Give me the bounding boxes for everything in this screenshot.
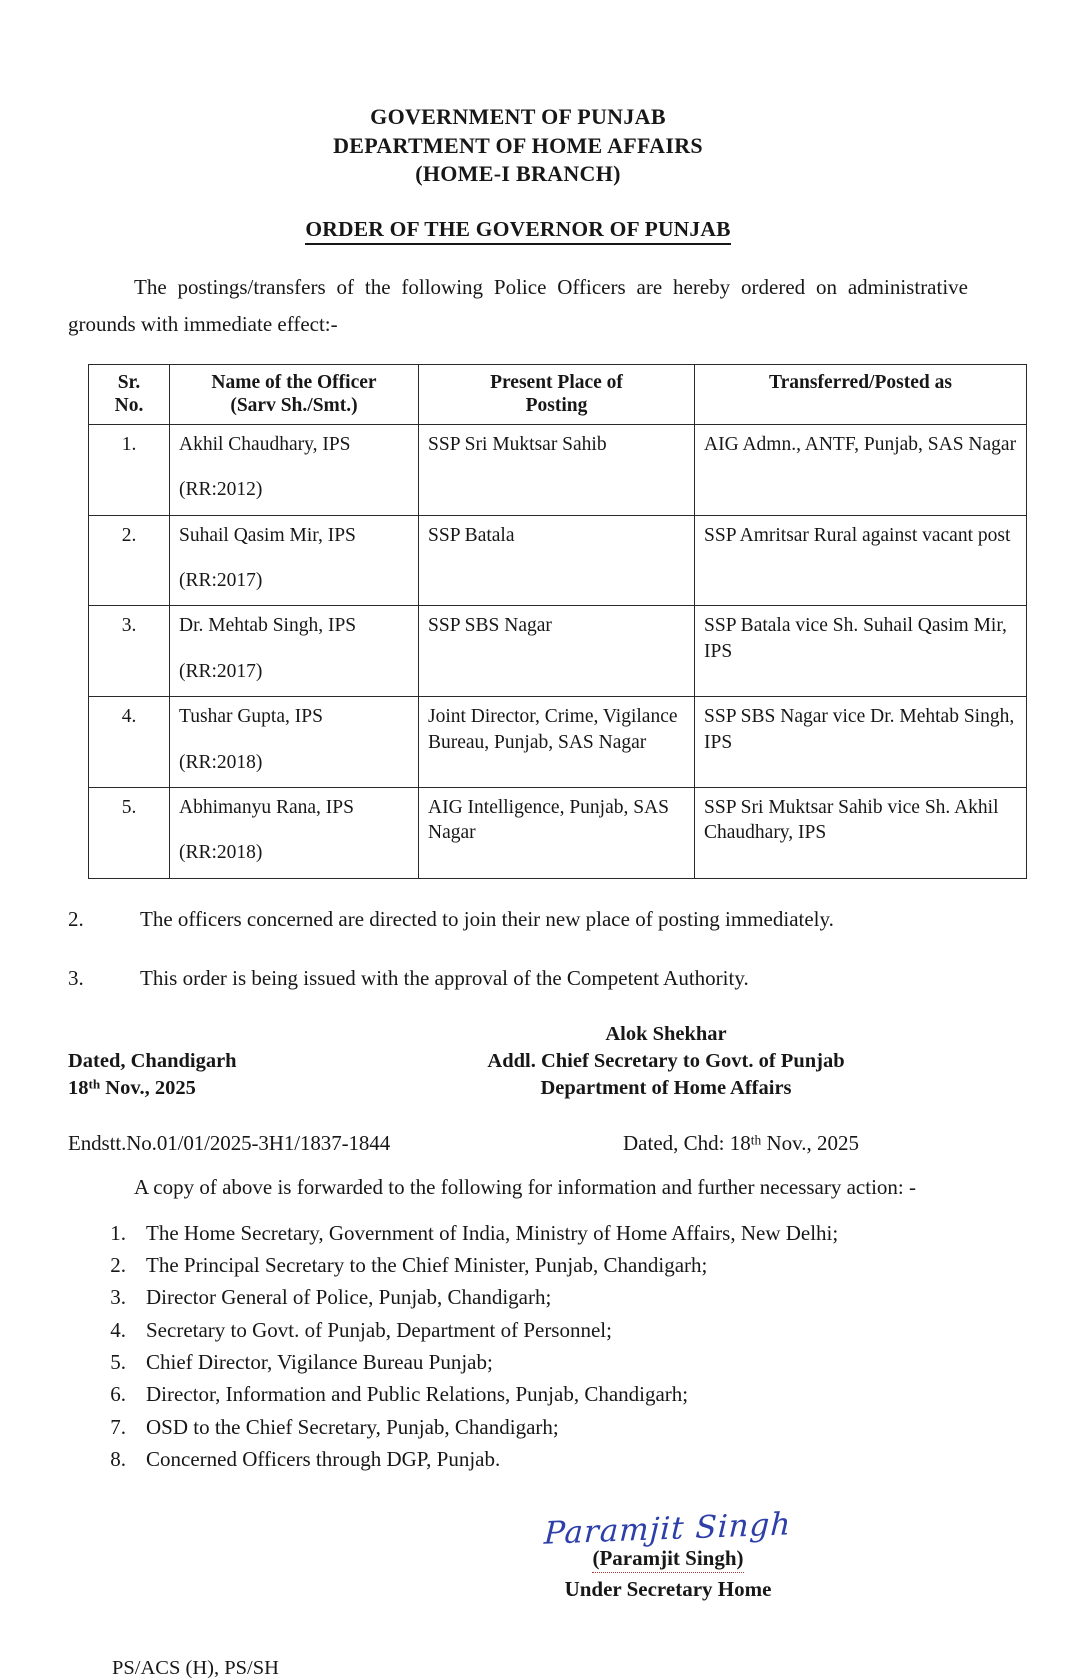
signatory-name-wrapper: [368, 1545, 968, 1573]
officer-name: Akhil Chaudhary, IPS: [179, 434, 351, 456]
clause-3-text: This order is being issued with the approval of the Competent Authority.: [140, 965, 749, 990]
column-header-transferred: Transferred/Posted as: [695, 364, 1027, 425]
list-item-number: 6.: [110, 1382, 126, 1407]
list-item-text: Secretary to Govt. of Punjab, Department of Personnel;: [146, 1317, 612, 1342]
cell-officer-name: [170, 787, 419, 878]
cell-sr-no: 5.: [89, 787, 170, 878]
table-row: [89, 425, 1027, 516]
list-item: [68, 1445, 968, 1475]
clause-2: [68, 901, 968, 938]
list-item: [68, 1251, 968, 1281]
signature-ink-glyph: Paramjit Singh: [543, 1505, 793, 1552]
cell-transferred-posted-as: SSP Batala vice Sh. Suhail Qasim Mir, IPS: [695, 606, 1027, 697]
list-item-text: Director, Information and Public Relations, Punjab, Chandigarh;: [146, 1382, 689, 1407]
table-row: [89, 697, 1027, 788]
cell-present-posting: SSP Batala: [419, 515, 695, 606]
order-title: ORDER OF THE GOVERNOR OF PUNJAB: [305, 217, 730, 245]
cell-officer-name: [170, 515, 419, 606]
cell-officer-name: [170, 606, 419, 697]
list-item-text: The Principal Secretary to the Chief Minister, Punjab, Chandigarh;: [146, 1252, 708, 1277]
endorsement-date: [623, 1131, 859, 1156]
table-header-row: [89, 364, 1027, 425]
cell-sr-no: 1.: [89, 425, 170, 516]
dated-rest: Nov., 2025: [100, 1076, 196, 1099]
list-item-text: Concerned Officers through DGP, Punjab.: [146, 1446, 501, 1471]
column-header-name-line1: Name of the Officer: [211, 371, 377, 393]
column-header-sr-no: [89, 364, 170, 425]
officer-rr-year: (RR:2018): [179, 842, 263, 864]
dated-date: [68, 1075, 237, 1102]
table-row: [89, 515, 1027, 606]
cell-officer-name: [170, 697, 419, 788]
cell-transferred-posted-as: SSP SBS Nagar vice Dr. Mehtab Singh, IPS: [695, 697, 1027, 788]
clause-3: [68, 960, 968, 997]
list-item-text: Director General of Police, Punjab, Chandigarh;: [146, 1285, 552, 1310]
dated-ordinal: th: [88, 1076, 101, 1092]
masthead-line-1: GOVERNMENT OF PUNJAB: [370, 104, 666, 129]
officer-name: Abhimanyu Rana, IPS: [179, 796, 354, 818]
cell-present-posting: SSP SBS Nagar: [419, 606, 695, 697]
list-item-number: 7.: [110, 1414, 126, 1439]
list-item: [68, 1380, 968, 1410]
cell-transferred-posted-as: SSP Amritsar Rural against vacant post: [695, 515, 1027, 606]
footer-note: PS/ACS (H), PS/SH: [112, 1657, 279, 1680]
cell-sr-no: 4.: [89, 697, 170, 788]
table-header: [89, 364, 1027, 425]
list-item-text: Chief Director, Vigilance Bureau Punjab;: [146, 1349, 493, 1374]
table-row: [89, 606, 1027, 697]
list-item: [68, 1219, 968, 1249]
column-header-sr-no-line2: No.: [114, 395, 144, 417]
list-item: [68, 1316, 968, 1346]
intro-paragraph: The postings/transfers of the following Police Officers are hereby ordered on administrative grounds with immediate effect:-: [68, 274, 968, 337]
column-header-present-line2: Posting: [525, 395, 588, 417]
list-item: [68, 1283, 968, 1313]
cell-officer-name: [170, 425, 419, 516]
signatory-designation: Under Secretary Home: [564, 1576, 772, 1601]
table-body: [89, 425, 1027, 878]
list-item-number: 8.: [110, 1446, 126, 1471]
officer-name: Dr. Mehtab Singh, IPS: [179, 615, 357, 637]
list-item-number: 5.: [110, 1349, 126, 1374]
cell-present-posting: AIG Intelligence, Punjab, SAS Nagar: [419, 787, 695, 878]
column-header-name-line2: (Sarv Sh./Smt.): [230, 395, 358, 417]
endorsement-number: Endstt.No.01/01/2025-3H1/1837-1844: [68, 1131, 391, 1156]
dated-place: Dated, Chandigarh: [68, 1050, 237, 1073]
cell-present-posting: Joint Director, Crime, Vigilance Bureau, Punjab, SAS Nagar: [419, 697, 695, 788]
cell-sr-no: 3.: [89, 606, 170, 697]
endorsement-date-rest: Nov., 2025: [761, 1131, 859, 1156]
officer-rr-year: (RR:2012): [179, 479, 263, 501]
list-item-number: 4.: [110, 1317, 126, 1342]
list-item: [68, 1348, 968, 1378]
cell-transferred-posted-as: SSP Sri Muktsar Sahib vice Sh. Akhil Chaudhary, IPS: [695, 787, 1027, 878]
signing-officer-block: [358, 1021, 974, 1101]
endorsement-date-prefix: Dated, Chd: 18: [623, 1131, 751, 1156]
clause-2-text: The officers concerned are directed to join their new place of posting immediately.: [140, 906, 834, 931]
page-content: [68, 0, 1017, 1680]
dated-place-block: [68, 1048, 237, 1101]
officer-name: Tushar Gupta, IPS: [179, 706, 323, 728]
clause-2-number: 2.: [68, 906, 84, 931]
signing-officer-name: Alok Shekhar: [605, 1023, 727, 1046]
masthead-line-2: DEPARTMENT OF HOME AFFAIRS: [333, 132, 703, 158]
signing-officer-designation-1: Addl. Chief Secretary to Govt. of Punjab: [487, 1049, 845, 1072]
table-row: [89, 787, 1027, 878]
list-item-text: OSD to the Chief Secretary, Punjab, Chandigarh;: [146, 1414, 559, 1439]
cell-transferred-posted-as: AIG Admn., ANTF, Punjab, SAS Nagar: [695, 425, 1027, 516]
signatory-name: (Paramjit Singh): [592, 1545, 743, 1573]
column-header-sr-no-line1: Sr.: [117, 371, 141, 393]
list-item: [68, 1413, 968, 1443]
distribution-list: [68, 1219, 968, 1475]
officer-rr-year: (RR:2018): [179, 751, 263, 773]
bottom-signature-block: [368, 1505, 968, 1604]
officer-rr-year: (RR:2017): [179, 660, 263, 682]
endorsement-date-ordinal: th: [750, 1132, 762, 1148]
handwritten-signature: [368, 1505, 968, 1552]
officer-rr-year: (RR:2017): [179, 570, 263, 592]
endorsement-row: [68, 1131, 968, 1159]
clause-3-number: 3.: [68, 965, 84, 990]
column-header-present-posting: [419, 364, 695, 425]
list-item-number: 3.: [110, 1285, 126, 1310]
copy-forwarded-paragraph: A copy of above is forwarded to the following for information and further necessary action: -: [134, 1175, 917, 1200]
officer-name: Suhail Qasim Mir, IPS: [179, 524, 356, 546]
list-item-number: 2.: [110, 1252, 126, 1277]
masthead-line-3: (HOME-I BRANCH): [415, 161, 621, 187]
column-header-present-line1: Present Place of: [490, 371, 623, 393]
signing-officer-designation-2: Department of Home Affairs: [540, 1076, 792, 1099]
list-item-text: The Home Secretary, Government of India, Ministry of Home Affairs, New Delhi;: [146, 1220, 839, 1245]
order-title-wrapper: [68, 217, 968, 245]
column-header-name: [170, 364, 419, 425]
cell-sr-no: 2.: [89, 515, 170, 606]
masthead: [68, 103, 968, 189]
cell-present-posting: SSP Sri Muktsar Sahib: [419, 425, 695, 516]
list-item-number: 1.: [110, 1220, 126, 1245]
signature-block: [68, 1021, 968, 1103]
dated-day: 18: [68, 1076, 89, 1099]
transfer-order-table: [88, 364, 1027, 879]
